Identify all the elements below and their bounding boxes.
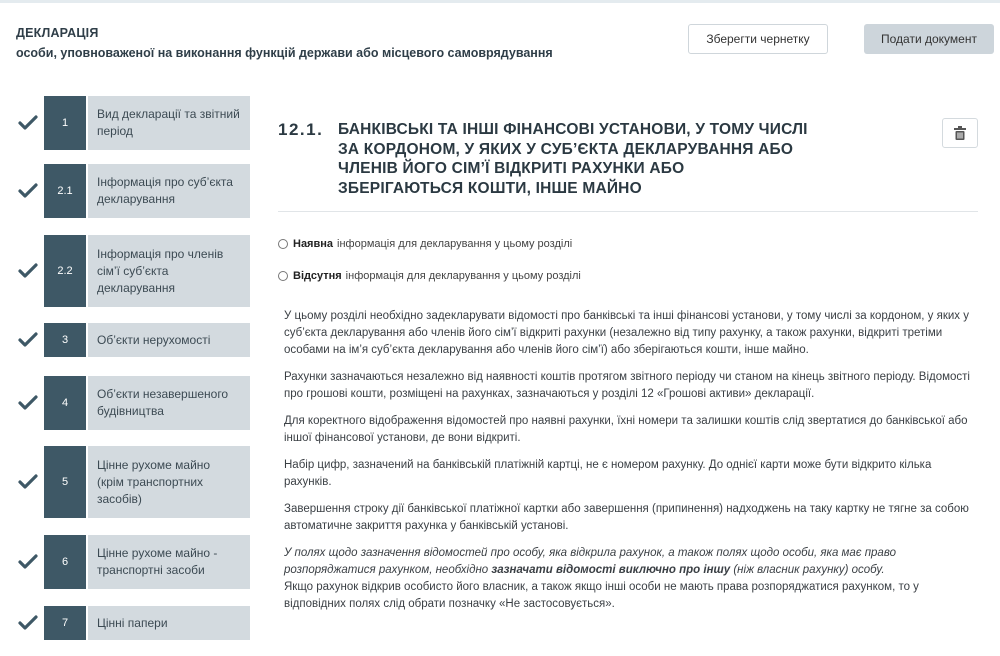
instruction-paragraph: Для коректного відображення відомостей про наявні рахунки, їхні номери та залишки коштів слід звертатися до банківської або іншої фінансової установи, де вони відкриті. xyxy=(284,415,968,444)
step-label: Об’єкти нерухомості xyxy=(88,323,250,357)
radio-present-bold: Наявна xyxy=(293,238,334,250)
section-instructions xyxy=(284,308,974,613)
radio-present-text: інформація для декларування у цьому розділі xyxy=(337,238,573,250)
check-icon xyxy=(14,164,44,218)
instruction-paragraph: Якщо рахунок відкрив особисто його власник, а також якщо інші особи не мають права розпоряджатися рахунком, то у відповідних полях слід обрати позначку «Не застосовується». xyxy=(284,581,919,610)
top-divider xyxy=(0,0,1000,3)
delete-section-button[interactable] xyxy=(942,118,978,148)
step-item-4[interactable] xyxy=(14,376,250,430)
radio-absent[interactable] xyxy=(278,270,581,282)
check-icon xyxy=(14,96,44,150)
step-item-5[interactable] xyxy=(14,446,250,518)
step-item-3[interactable] xyxy=(14,323,250,357)
radio-circle[interactable] xyxy=(278,271,288,281)
step-number: 6 xyxy=(44,535,86,589)
save-draft-button[interactable]: Зберегти чернетку xyxy=(688,24,828,54)
step-number: 4 xyxy=(44,376,86,430)
check-icon xyxy=(14,323,44,357)
step-item-2-1[interactable] xyxy=(14,164,250,218)
instruction-paragraph: Завершення строку дії банківської платіжної картки або завершення (припинення) надходжень на таку картку не тягне за собою автоматичне закриття рахунка у банківській установі. xyxy=(284,503,969,532)
italic-text: У полях щодо зазначення відомостей про особу, яка відкрила рахунок, а також полях щодо особи, яка має право розпоряджатися рахунком, необхідно xyxy=(284,547,896,576)
step-label: Об’єкти незавершеного будівництва xyxy=(88,376,250,430)
check-icon xyxy=(14,446,44,518)
step-number: 7 xyxy=(44,606,86,640)
check-icon xyxy=(14,606,44,640)
check-icon xyxy=(14,535,44,589)
italic-bold-text: зазначати відомості виключно про іншу xyxy=(491,564,731,576)
step-label: Інформація про суб’єкта декларування xyxy=(88,164,250,218)
step-label: Цінне рухоме майно - транспортні засоби xyxy=(88,535,250,589)
trash-icon xyxy=(954,126,966,140)
submit-document-button[interactable]: Подати документ xyxy=(864,24,994,54)
section-header xyxy=(278,118,978,212)
step-label: Вид декларації та звітний період xyxy=(88,96,250,150)
page-subtitle: особи, уповноваженої на виконання функцій держави або місцевого самоврядування xyxy=(16,46,553,60)
section-number: 12.1. xyxy=(278,120,324,139)
instruction-paragraph-italic xyxy=(284,545,974,579)
section-title: БАНКІВСЬКІ ТА ІНШІ ФІНАНСОВІ УСТАНОВИ, У ТОМУ ЧИСЛІ ЗА КОРДОНОМ, У ЯКИХ У СУБ’ЄКТА ДЕКЛАРУВАННЯ АБО ЧЛЕНІВ ЙОГО СІМ’Ї ВІДКРИТІ РАХУНКИ АБО ЗБЕРІГАЮТЬСЯ КОШТИ, ІНШЕ МАЙНО xyxy=(338,121,808,197)
instruction-paragraph: Рахунки зазначаються незалежно від наявності коштів протягом звітного періоду чи станом на кінець звітного періоду. Відомості про грошові кошти, розміщені на рахунках, зазначаються у розділі 12 «Грошові активи» декларації. xyxy=(284,371,970,400)
radio-present[interactable] xyxy=(278,238,572,250)
page-header xyxy=(16,22,984,72)
step-label: Цінне рухоме майно (крім транспортних засобів) xyxy=(88,446,250,518)
step-item-2-2[interactable] xyxy=(14,235,250,307)
radio-absent-text: інформація для декларування у цьому розділі xyxy=(345,270,581,282)
instruction-paragraph: Набір цифр, зазначений на банківській платіжній картці, не є номером рахунку. До однієї карти може бути відкрито кілька рахунків. xyxy=(284,459,932,488)
step-number: 1 xyxy=(44,96,86,150)
step-item-7[interactable] xyxy=(14,606,250,640)
italic-text-end: (ніж власник рахунку) особу. xyxy=(730,564,885,576)
step-number: 5 xyxy=(44,446,86,518)
step-number: 2.1 xyxy=(44,164,86,218)
instruction-paragraph: У цьому розділі необхідно задекларувати відомості про банківські та інші фінансові установи, у тому числі за кордоном, у яких у суб’єкта декларування або членів його сім’ї відкриті рахунки (незалежно від типу рахунку, а також рахунки, відкриті третіми особами на ім’я суб’єкта декларування або членів його сім’ї) або зберігаються кошти, інше майно. xyxy=(284,310,969,356)
step-label: Інформація про членів сім’ї суб’єкта декларування xyxy=(88,235,250,307)
step-number: 3 xyxy=(44,323,86,357)
step-item-6[interactable] xyxy=(14,535,250,589)
page-title: ДЕКЛАРАЦІЯ xyxy=(16,26,99,40)
step-label: Цінні папери xyxy=(88,606,250,640)
step-number: 2.2 xyxy=(44,235,86,307)
check-icon xyxy=(14,235,44,307)
step-item-1[interactable] xyxy=(14,96,250,150)
radio-circle[interactable] xyxy=(278,239,288,249)
radio-absent-bold: Відсутня xyxy=(293,270,342,282)
check-icon xyxy=(14,376,44,430)
